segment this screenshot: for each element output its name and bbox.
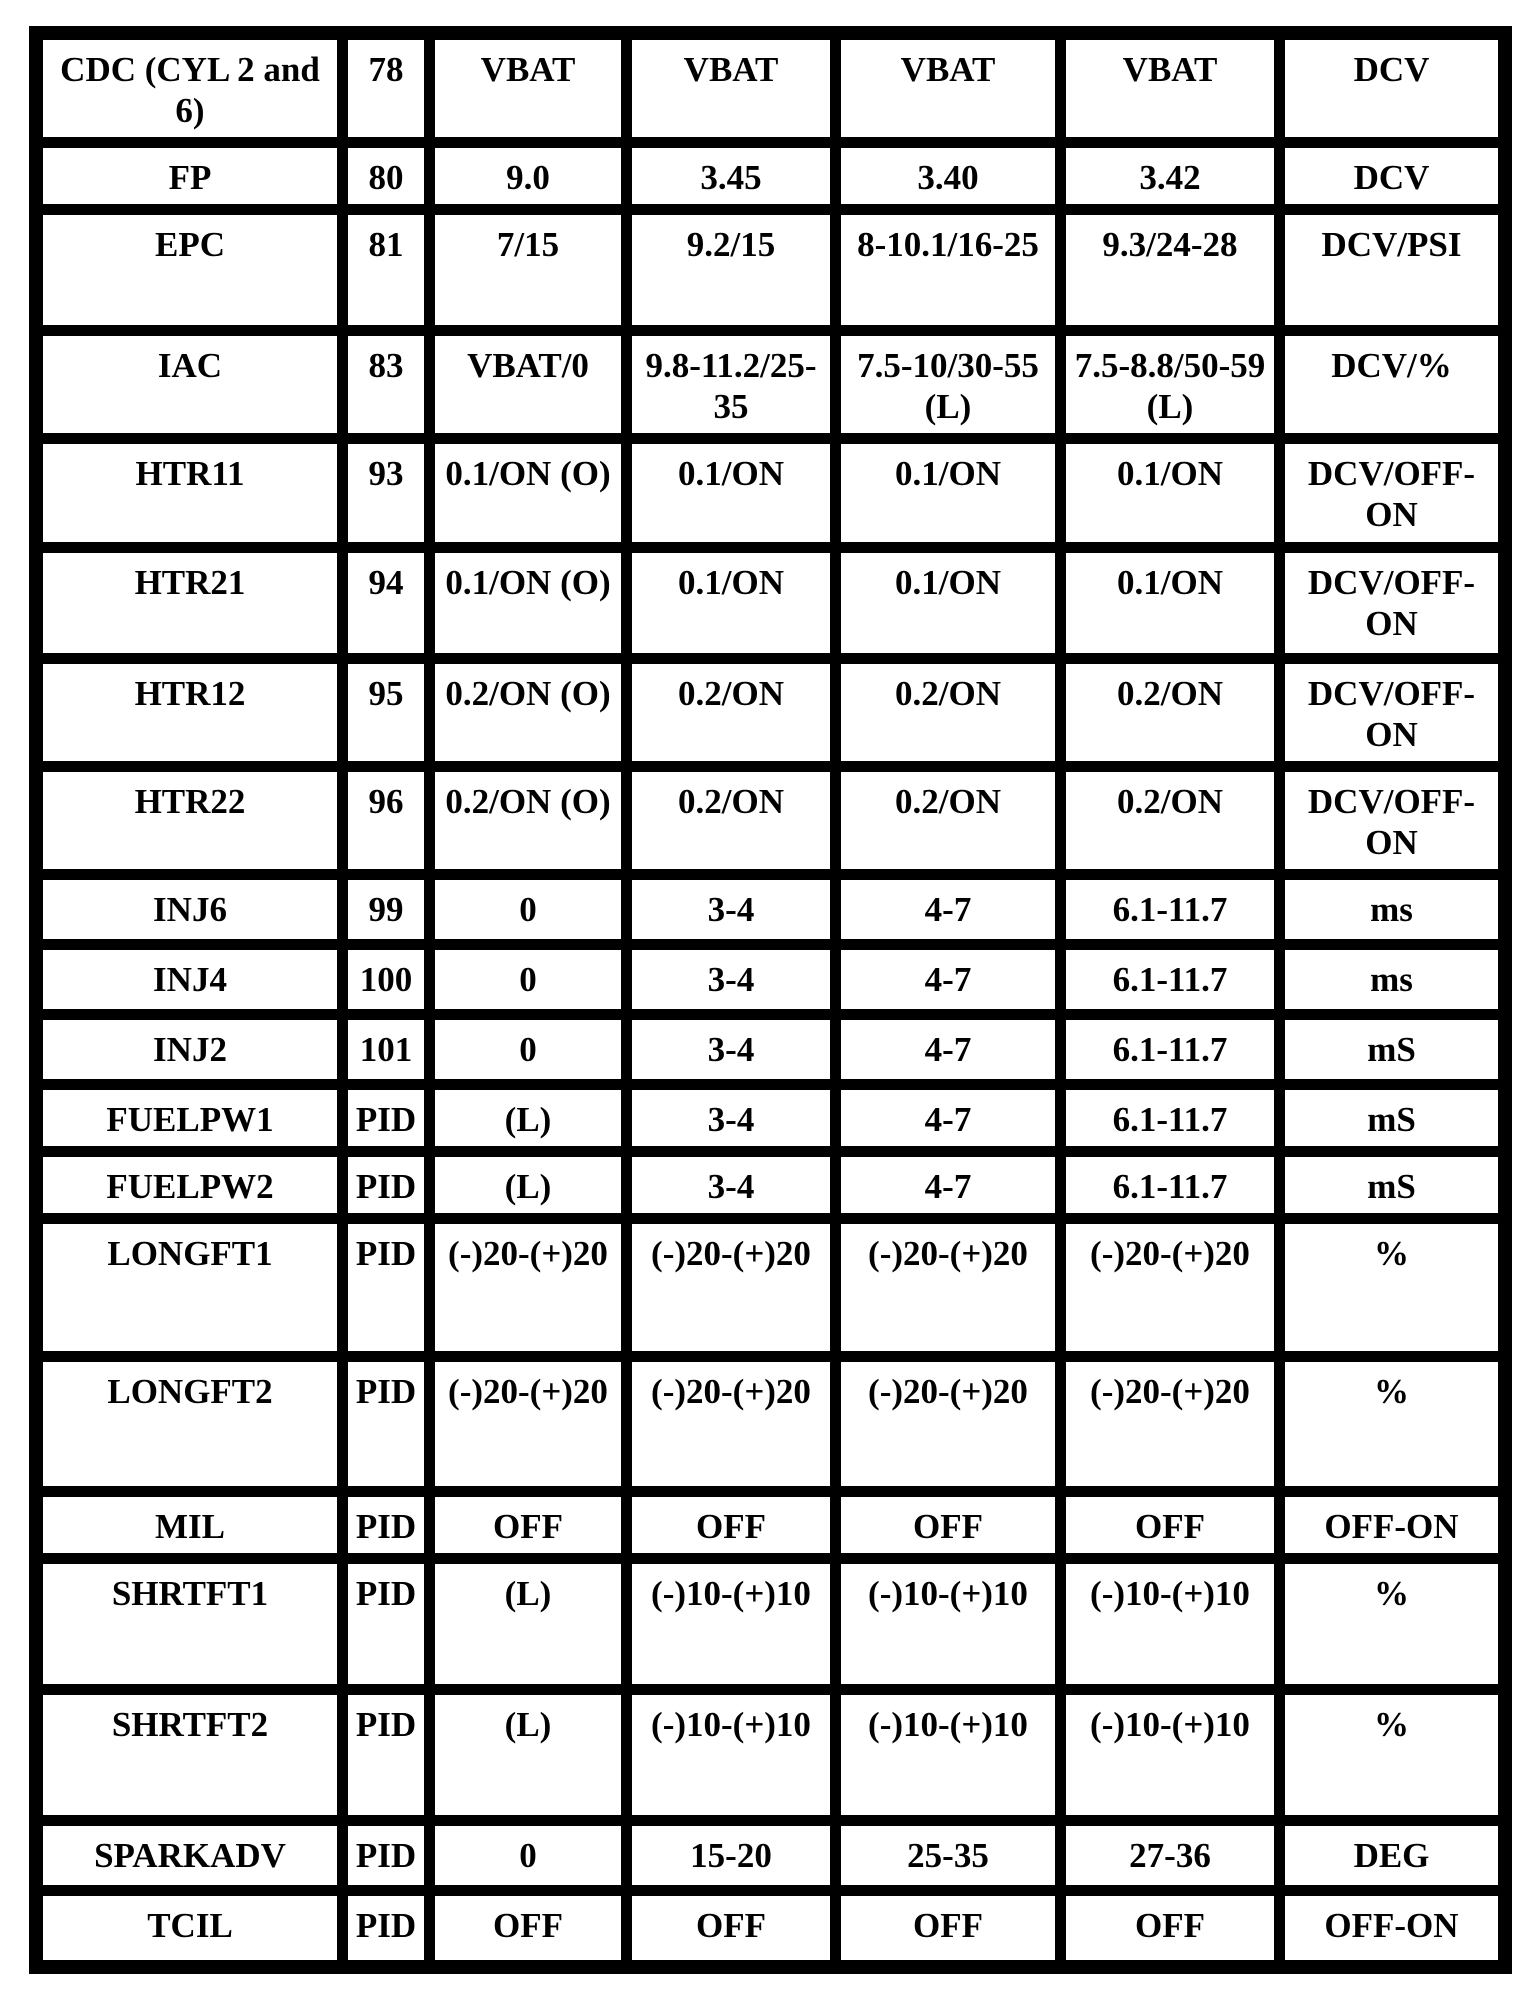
table-cell: OFF bbox=[841, 1497, 1055, 1553]
table-cell: DCV bbox=[1285, 148, 1498, 204]
table-row bbox=[43, 40, 1498, 137]
table-cell: VBAT bbox=[1066, 40, 1274, 137]
table-cell: 4-7 bbox=[841, 1020, 1055, 1079]
table-cell: mS bbox=[1285, 1090, 1498, 1146]
table-cell: (-)20-(+)20 bbox=[632, 1362, 830, 1486]
table-cell: (-)10-(+)10 bbox=[1066, 1695, 1274, 1815]
table-cell: SPARKADV bbox=[43, 1826, 337, 1885]
table-cell: VBAT bbox=[632, 40, 830, 137]
table-cell: OFF-ON bbox=[1285, 1896, 1498, 1960]
table-cell: PID bbox=[348, 1497, 424, 1553]
table-cell: FP bbox=[43, 148, 337, 204]
table-cell: EPC bbox=[43, 215, 337, 325]
table-cell: 0 bbox=[435, 1826, 621, 1885]
table-cell: 96 bbox=[348, 772, 424, 869]
table-row bbox=[43, 1564, 1498, 1684]
table-cell: 0.1/ON bbox=[632, 444, 830, 542]
table-row bbox=[43, 215, 1498, 325]
table-cell: (-)10-(+)10 bbox=[1066, 1564, 1274, 1684]
table-cell: 6.1-11.7 bbox=[1066, 1157, 1274, 1213]
table-cell: (L) bbox=[435, 1564, 621, 1684]
table-cell: 81 bbox=[348, 215, 424, 325]
table-cell: % bbox=[1285, 1564, 1498, 1684]
table-cell: 0 bbox=[435, 880, 621, 939]
table-cell: mS bbox=[1285, 1157, 1498, 1213]
table-cell: LONGFT2 bbox=[43, 1362, 337, 1486]
table-cell: 6.1-11.7 bbox=[1066, 950, 1274, 1009]
table-cell: (-)20-(+)20 bbox=[1066, 1224, 1274, 1351]
table-cell: ms bbox=[1285, 880, 1498, 939]
table-cell: 3-4 bbox=[632, 880, 830, 939]
table-cell: DEG bbox=[1285, 1826, 1498, 1885]
table-cell: (-)20-(+)20 bbox=[1066, 1362, 1274, 1486]
table-cell: DCV/OFF-ON bbox=[1285, 772, 1498, 869]
table-cell: (L) bbox=[435, 1157, 621, 1213]
table-cell: 0.1/ON bbox=[841, 444, 1055, 542]
table-cell: PID bbox=[348, 1157, 424, 1213]
table-cell: OFF bbox=[632, 1896, 830, 1960]
table-cell: ms bbox=[1285, 950, 1498, 1009]
table-cell: 0.2/ON bbox=[1066, 664, 1274, 761]
table-cell: DCV/PSI bbox=[1285, 215, 1498, 325]
table-cell: 3-4 bbox=[632, 1157, 830, 1213]
table-cell: 27-36 bbox=[1066, 1826, 1274, 1885]
table-cell: 0 bbox=[435, 950, 621, 1009]
table-cell: PID bbox=[348, 1826, 424, 1885]
table-cell: (-)20-(+)20 bbox=[435, 1362, 621, 1486]
table-cell: 3-4 bbox=[632, 950, 830, 1009]
table-cell: 6.1-11.7 bbox=[1066, 880, 1274, 939]
table-cell: DCV/OFF-ON bbox=[1285, 664, 1498, 761]
table-row bbox=[43, 1362, 1498, 1486]
table-cell: % bbox=[1285, 1362, 1498, 1486]
table-row bbox=[43, 950, 1498, 1009]
table-cell: 6.1-11.7 bbox=[1066, 1090, 1274, 1146]
table-cell: 7/15 bbox=[435, 215, 621, 325]
table-cell: HTR21 bbox=[43, 553, 337, 653]
table-cell: 4-7 bbox=[841, 1157, 1055, 1213]
table-cell: 3-4 bbox=[632, 1020, 830, 1079]
table-cell: DCV/% bbox=[1285, 336, 1498, 433]
table-cell: 0.2/ON (O) bbox=[435, 772, 621, 869]
table-cell: 0 bbox=[435, 1020, 621, 1079]
table-cell: 0.2/ON bbox=[632, 664, 830, 761]
table-cell: (L) bbox=[435, 1090, 621, 1146]
table-cell: INJ4 bbox=[43, 950, 337, 1009]
table-cell: MIL bbox=[43, 1497, 337, 1553]
table-cell: HTR11 bbox=[43, 444, 337, 542]
table-cell: 0.1/ON (O) bbox=[435, 553, 621, 653]
table-cell: 0.2/ON bbox=[632, 772, 830, 869]
table-cell: % bbox=[1285, 1695, 1498, 1815]
table-cell: 9.3/24-28 bbox=[1066, 215, 1274, 325]
pin-value-table-body bbox=[43, 40, 1498, 1960]
table-cell: DCV bbox=[1285, 40, 1498, 137]
table-cell: OFF bbox=[1066, 1497, 1274, 1553]
table-cell: mS bbox=[1285, 1020, 1498, 1079]
table-cell: 4-7 bbox=[841, 1090, 1055, 1146]
table-row bbox=[43, 772, 1498, 869]
table-cell: VBAT/0 bbox=[435, 336, 621, 433]
table-cell: 0.1/ON bbox=[841, 553, 1055, 653]
table-cell: HTR22 bbox=[43, 772, 337, 869]
table-cell: INJ6 bbox=[43, 880, 337, 939]
table-cell: FUELPW1 bbox=[43, 1090, 337, 1146]
table-cell: 0.2/ON bbox=[841, 772, 1055, 869]
table-cell: 0.1/ON bbox=[1066, 553, 1274, 653]
table-cell: 3.40 bbox=[841, 148, 1055, 204]
table-cell: 4-7 bbox=[841, 950, 1055, 1009]
table-cell: 15-20 bbox=[632, 1826, 830, 1885]
table-row bbox=[43, 1157, 1498, 1213]
table-cell: 3.42 bbox=[1066, 148, 1274, 204]
table-cell: VBAT bbox=[435, 40, 621, 137]
table-cell: INJ2 bbox=[43, 1020, 337, 1079]
table-row bbox=[43, 1020, 1498, 1079]
table-row bbox=[43, 664, 1498, 761]
table-cell: LONGFT1 bbox=[43, 1224, 337, 1351]
table-cell: 7.5-8.8/50-59 (L) bbox=[1066, 336, 1274, 433]
table-cell: 99 bbox=[348, 880, 424, 939]
table-cell: (-)20-(+)20 bbox=[841, 1224, 1055, 1351]
table-cell: % bbox=[1285, 1224, 1498, 1351]
table-cell: 3.45 bbox=[632, 148, 830, 204]
table-cell: OFF bbox=[632, 1497, 830, 1553]
table-row bbox=[43, 1090, 1498, 1146]
table-cell: 4-7 bbox=[841, 880, 1055, 939]
table-cell: 7.5-10/30-55 (L) bbox=[841, 336, 1055, 433]
table-cell: 93 bbox=[348, 444, 424, 542]
table-cell: 0.1/ON (O) bbox=[435, 444, 621, 542]
table-cell: 101 bbox=[348, 1020, 424, 1079]
table-cell: (-)20-(+)20 bbox=[435, 1224, 621, 1351]
table-cell: PID bbox=[348, 1695, 424, 1815]
table-cell: 6.1-11.7 bbox=[1066, 1020, 1274, 1079]
table-cell: 78 bbox=[348, 40, 424, 137]
table-cell: PID bbox=[348, 1896, 424, 1960]
table-row bbox=[43, 1224, 1498, 1351]
table-cell: 9.0 bbox=[435, 148, 621, 204]
table-cell: OFF bbox=[1066, 1896, 1274, 1960]
table-cell: IAC bbox=[43, 336, 337, 433]
table-cell: 9.8-11.2/25-35 bbox=[632, 336, 830, 433]
table-cell: (L) bbox=[435, 1695, 621, 1815]
table-cell: 0.2/ON (O) bbox=[435, 664, 621, 761]
table-cell: 8-10.1/16-25 bbox=[841, 215, 1055, 325]
table-cell: 9.2/15 bbox=[632, 215, 830, 325]
table-cell: CDC (CYL 2 and 6) bbox=[43, 40, 337, 137]
table-cell: HTR12 bbox=[43, 664, 337, 761]
pin-value-table bbox=[29, 26, 1512, 1974]
table-cell: OFF bbox=[435, 1896, 621, 1960]
table-cell: 25-35 bbox=[841, 1826, 1055, 1885]
table-cell: 94 bbox=[348, 553, 424, 653]
table-row bbox=[43, 1826, 1498, 1885]
table-row bbox=[43, 336, 1498, 433]
table-cell: PID bbox=[348, 1362, 424, 1486]
table-cell: (-)10-(+)10 bbox=[632, 1695, 830, 1815]
table-cell: FUELPW2 bbox=[43, 1157, 337, 1213]
table-cell: (-)10-(+)10 bbox=[841, 1564, 1055, 1684]
table-cell: 0.2/ON bbox=[1066, 772, 1274, 869]
table-cell: SHRTFT2 bbox=[43, 1695, 337, 1815]
table-cell: 80 bbox=[348, 148, 424, 204]
table-cell: (-)10-(+)10 bbox=[632, 1564, 830, 1684]
table-cell: OFF bbox=[435, 1497, 621, 1553]
table-cell: (-)10-(+)10 bbox=[841, 1695, 1055, 1815]
table-row bbox=[43, 553, 1498, 653]
table-cell: 3-4 bbox=[632, 1090, 830, 1146]
table-cell: 83 bbox=[348, 336, 424, 433]
table-row bbox=[43, 1695, 1498, 1815]
table-cell: SHRTFT1 bbox=[43, 1564, 337, 1684]
table-cell: DCV/OFF-ON bbox=[1285, 444, 1498, 542]
table-cell: 100 bbox=[348, 950, 424, 1009]
table-cell: 0.1/ON bbox=[632, 553, 830, 653]
table-cell: TCIL bbox=[43, 1896, 337, 1960]
table-cell: PID bbox=[348, 1090, 424, 1146]
table-row bbox=[43, 880, 1498, 939]
table-row bbox=[43, 1497, 1498, 1553]
table-cell: OFF bbox=[841, 1896, 1055, 1960]
table-row bbox=[43, 444, 1498, 542]
table-cell: PID bbox=[348, 1564, 424, 1684]
table-cell: 95 bbox=[348, 664, 424, 761]
table-cell: 0.1/ON bbox=[1066, 444, 1274, 542]
table-row bbox=[43, 148, 1498, 204]
table-cell: OFF-ON bbox=[1285, 1497, 1498, 1553]
table-cell: (-)20-(+)20 bbox=[841, 1362, 1055, 1486]
table-row bbox=[43, 1896, 1498, 1960]
table-cell: PID bbox=[348, 1224, 424, 1351]
table-cell: 0.2/ON bbox=[841, 664, 1055, 761]
table-cell: VBAT bbox=[841, 40, 1055, 137]
table-cell: DCV/OFF-ON bbox=[1285, 553, 1498, 653]
table-cell: (-)20-(+)20 bbox=[632, 1224, 830, 1351]
